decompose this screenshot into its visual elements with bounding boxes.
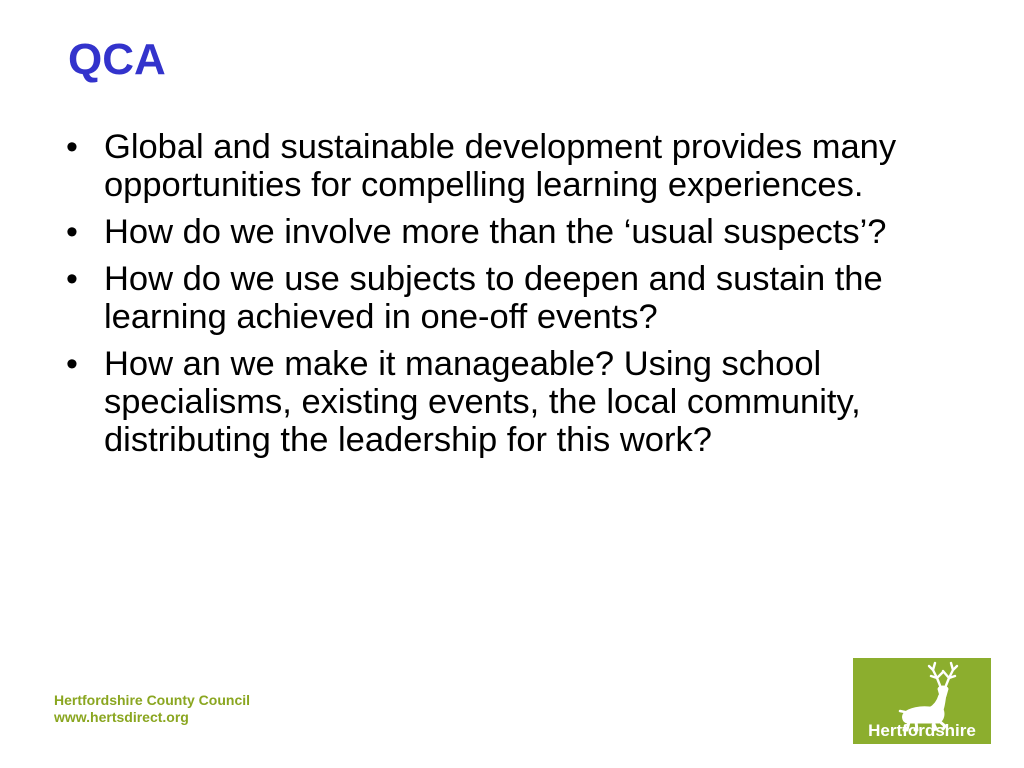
bullet-item: [66, 128, 956, 204]
bullet-item: [66, 260, 956, 336]
bullet-text: How an we make it manageable? Using school specialisms, existing events, the local community, distributing the leadership for this work?: [104, 345, 861, 459]
bullet-text: How do we use subjects to deepen and sustain the learning achieved in one-off events?: [104, 260, 883, 336]
bullet-item: [66, 213, 956, 251]
bullet-list: [66, 128, 956, 468]
slide-title: QCA: [68, 35, 166, 84]
bullet-item: [66, 345, 956, 459]
footer-organisation: Hertfordshire County Council: [54, 692, 251, 708]
logo-label: Hertfordshire: [868, 721, 976, 740]
bullet-text: Global and sustainable development provides many opportunities for compelling learning experiences.: [104, 128, 897, 204]
footer: [54, 692, 250, 726]
hertfordshire-logo: [853, 658, 991, 744]
bullet-marker: •: [66, 345, 78, 383]
bullet-text: How do we involve more than the ‘usual suspects’?: [104, 213, 887, 251]
bullet-marker: •: [66, 260, 78, 298]
footer-website: www.hertsdirect.org: [54, 709, 189, 725]
bullet-marker: •: [66, 213, 78, 251]
bullet-marker: •: [66, 128, 78, 166]
